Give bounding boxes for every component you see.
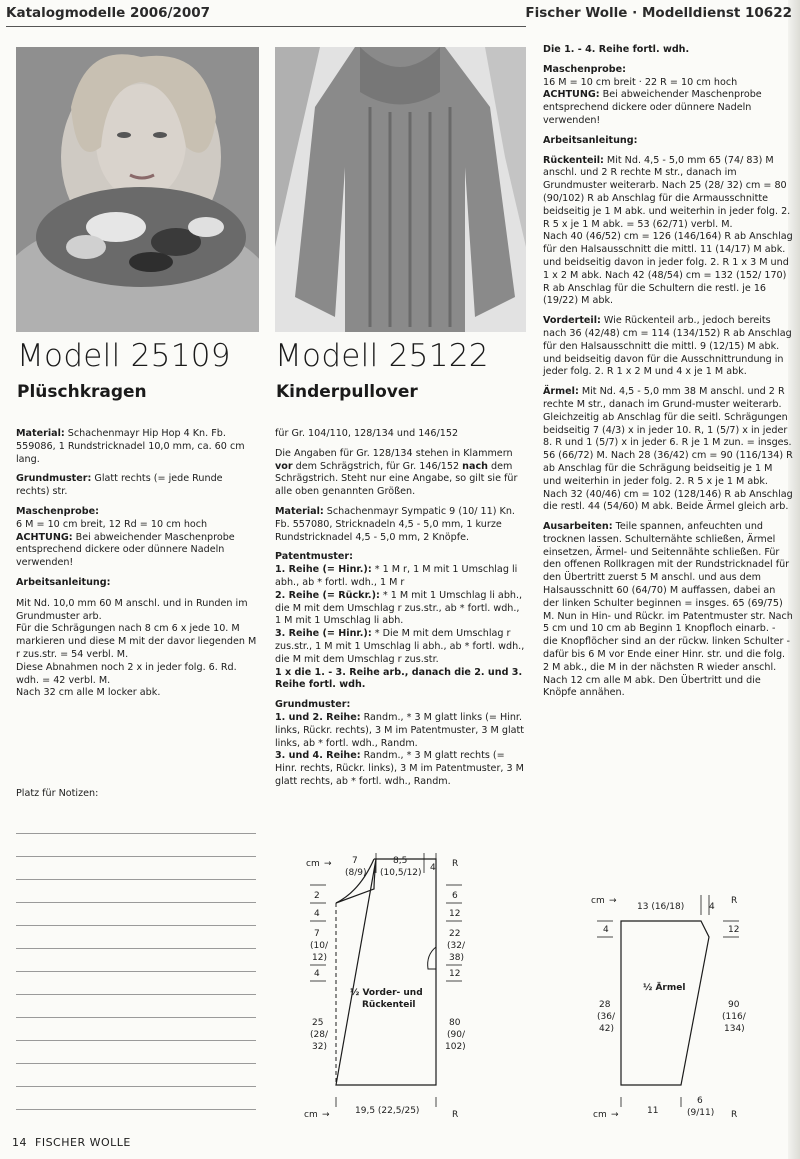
model1-instruction-line: Nach 32 cm alle M locker abk. <box>16 687 161 699</box>
sleeve-bottom-right-sizes: (9/11) <box>687 1108 715 1118</box>
sleeve-right-12: 12 <box>728 925 740 935</box>
body-top-mid-sizes: (10,5/12) <box>380 868 422 878</box>
body-left-12: 12) <box>312 953 327 963</box>
model2-back-2: Nach 40 (46/52) cm = 126 (146/164) R ab Anschlag für den Halsausschnitt die mittl. 11 (14/17) M abk. und beidseitig davon in jeder folg. 2. R 1 x 3 M und 1 x 2 M abk. Nach 42 (48/54) cm = 132 (152/ 170) R ab Anschlag für die Schultern die restl. je 16 (19/22) M abk. <box>543 231 793 307</box>
body-top-left-sizes: (8/9) <box>345 868 367 878</box>
model2-back: Rückenteil: Mit Nd. 4,5 - 5,0 mm 65 (74/ 83) M anschl. und 2 R rechte M str., danach im Grundmuster weiterarb. Nach 25 (28/ 32) cm = 80 (90/102) R ab Anschlag für die Armausschnitte beidseitig je 1 M abk. und weiterhin in jeder folg. 2. R 5 x je 1 M abk. = 53 (62/71) verbl. M. <box>543 154 791 230</box>
body-left-7: 7 <box>314 929 320 939</box>
sleeve-bottom-left: 11 <box>647 1106 659 1116</box>
model2-gauge: 16 M = 10 cm breit · 22 R = 10 cm hoch ACHTUNG: Bei abweichender Maschenprobe entsprechend dickere oder dünnere Nadeln verwenden! <box>543 76 762 126</box>
model2-title: Modell 25122 <box>275 338 489 374</box>
body-right-22: 22 <box>449 929 461 939</box>
sleeve-outline <box>621 921 709 1085</box>
body-left-32: 32) <box>312 1042 327 1052</box>
sleeve-top: 13 (16/18) <box>637 902 685 912</box>
body-r-top: R <box>452 859 459 869</box>
model2-patent-row2: 2. Reihe (= Rückr.): * 1 M mit 1 Umschlag li abh., die M mit dem Umschlag r zus.str., ab * fortl. wdh., 1 M mit 1 Umschlag li abh. <box>275 589 523 627</box>
body-ticks <box>310 853 462 1107</box>
body-right-80: 80 <box>449 1018 461 1028</box>
model2-subtitle: Kinderpullover <box>276 382 418 402</box>
body-schematic <box>290 845 520 1125</box>
body-cm-top: cm <box>306 859 320 869</box>
body-right-102: 102) <box>445 1042 466 1052</box>
model2-grund-heading: Grundmuster: <box>275 699 351 711</box>
note-line <box>16 879 256 880</box>
model1-subtitle: Plüschkragen <box>17 382 147 402</box>
footer-brand: FISCHER WOLLE <box>35 1136 131 1149</box>
model2-gauge-heading: Maschenprobe: <box>543 63 626 75</box>
body-label-1: ½ Vorder- und <box>350 988 423 998</box>
sleeve-right-90: 90 <box>728 1000 740 1010</box>
model2-grund-row12: 1. und 2. Reihe: Randm., * 3 M glatt links (= Hinr. links, Rückr. rechts), 3 M im Patentmuster, 3 M glatt links, ab * fortl. wdh., Randm. <box>275 711 525 749</box>
sleeve-r-bottom: R <box>731 1110 738 1120</box>
note-line <box>16 925 256 926</box>
sleeve-label: ½ Ärmel <box>643 983 686 993</box>
sleeve-left-42: 42) <box>599 1024 614 1034</box>
model2-text-col2 <box>543 44 793 707</box>
note-line <box>16 1109 256 1110</box>
sleeve-top-right: 4 <box>709 902 715 912</box>
body-label-2: Rückenteil <box>362 1000 416 1010</box>
model1-gauge-heading: Maschenprobe: <box>16 505 99 517</box>
model1-pattern-text: Glatt rechts (= jede Runde rechts) str. <box>16 473 223 498</box>
model1-instruction-line: Mit Nd. 10,0 mm 60 M anschl. und in Runden im Grundmuster arb. <box>16 597 248 622</box>
sleeve-r-top: R <box>731 896 738 906</box>
model2-patent-repeat: 1 x die 1. - 3. Reihe arb., danach die 2. und 3. Reihe fortl. wdh. <box>275 666 523 691</box>
model1-instruction-line: Für die Schrägungen nach 8 cm 6 x jede 10. M markieren und diese M mit der davor liegenden M r zus.str. = 54 verbl. M. <box>16 623 257 660</box>
sleeve-right-134: 134) <box>724 1024 745 1034</box>
note-line <box>16 971 256 972</box>
body-r-bottom: R <box>452 1110 459 1120</box>
model1-instructions-heading: Arbeitsanleitung: <box>16 576 111 588</box>
body-left-4b: 4 <box>314 969 320 979</box>
body-right-32: (32/ <box>447 941 465 951</box>
note-line <box>16 833 256 834</box>
model2-patent-row1: 1. Reihe (= Hinr.): * 1 M r, 1 M mit 1 Umschlag li abh., ab * fortl. wdh., 1 M r <box>275 564 518 588</box>
sleeve-bottom-right-val: 6 <box>697 1096 703 1106</box>
body-top-mid-val: 8,5 <box>393 856 408 866</box>
note-line <box>16 856 256 857</box>
model1-material <box>16 428 259 466</box>
model1-pattern <box>16 473 259 499</box>
model1-photo <box>16 47 259 332</box>
body-left-10: (10/ <box>310 941 328 951</box>
sleeve-cm-top-arrow: → <box>609 896 617 906</box>
sleeve-right-116: (116/ <box>722 1012 746 1022</box>
sleeve-left-28: 28 <box>599 1000 611 1010</box>
footer <box>12 1136 131 1149</box>
header-right: Fischer Wolle · Modelldienst 10622 <box>525 5 792 21</box>
model1-material-text: Schachenmayr Hip Hop 4 Kn. Fb. 559086, 1 Rundstricknadel 10,0 mm, ca. 60 cm lang. <box>16 428 245 465</box>
model2-finish: Ausarbeiten: Teile spannen, anfeuchten und trocknen lassen. Schulternähte schließen, Ärmel einsetzen, Ärmel- und Seitennähte schließen. Für den offenen Rollkragen mit der Rundstricknadel für den Übertritt zuerst 5 M anschl. und aus dem Halsausschnitt 60 (64/70) M auffassen, dabei an der linken Schulter beginnen = insges. 65 (69/75) M. Nun in Hin- und Rückr. im Patentmuster str. Nach 5 cm und 10 cm ab Beginn 1 Knopfloch einarb. - die Knopflöcher sind an der rückw. linken Schulter - dafür bis 6 M vor Ende einer Hinr. str. und die folg. 2 M abk., die M in der nächsten R wieder anschl. Nach 12 cm alle M abk. Den Übertritt und die Knöpfe annähen. <box>543 521 793 699</box>
model1-text <box>16 428 259 707</box>
note-line <box>16 1086 256 1087</box>
note-line <box>16 948 256 949</box>
model2-material: Material: Schachenmayr Sympatic 9 (10/ 11) Kn. Fb. 557080, Stricknadeln 4,5 - 5,0 mm, 1 kurze Rundstricknadel 4,5 - 5,0 mm, 2 Knöpfe. <box>275 505 515 543</box>
body-right-12b: 12 <box>449 969 461 979</box>
page-number: 14 <box>12 1136 27 1149</box>
model1-photo-illustration <box>16 47 259 332</box>
model2-instructions-heading: Arbeitsanleitung: <box>543 134 638 146</box>
note-line <box>16 1063 256 1064</box>
note-line <box>16 1040 256 1041</box>
sleeve-ticks <box>597 895 739 1107</box>
body-left-2: 2 <box>314 891 320 901</box>
header-rule <box>6 26 526 27</box>
body-bottom: 19,5 (22,5/25) <box>355 1106 420 1116</box>
model2-text-col1 <box>275 428 526 796</box>
body-left-25: 25 <box>312 1018 324 1028</box>
sleeve-cm-top: cm <box>591 896 605 906</box>
model2-photo-illustration <box>275 47 526 332</box>
sleeve-cm-bottom-arrow: → <box>611 1110 619 1120</box>
body-cm-arrow: → <box>324 859 332 869</box>
body-right-12a: 12 <box>449 909 461 919</box>
body-right-90: (90/ <box>447 1030 465 1040</box>
model2-sizes-note: Die Angaben für Gr. 128/134 stehen in Klammern vor dem Schrägstrich, für Gr. 146/152 nach dem Schrägstrich. Steht nur eine Angabe, so gilt sie für alle oben genannten Größen. <box>275 447 518 498</box>
body-left-28: (28/ <box>310 1030 328 1040</box>
model2-grund-row34: 3. und 4. Reihe: Randm., * 3 M glatt rechts (= Hinr. rechts, Rückr. links), 3 M im Patentmuster, 3 M glatt rechts, ab * fortl. wdh., Randm. <box>275 750 524 787</box>
model2-front: Vorderteil: Wie Rückenteil arb., jedoch bereits nach 36 (42/48) cm = 114 (134/152) R ab Anschlag für den Halsausschnitt die mittl. 9 (12/15) M abk. und beidseitig davon für die Ausschnittrundung in jeder folg. 2. R 1 x 2 M und 4 x je 1 M abk. <box>543 315 792 378</box>
body-left-4a: 4 <box>314 909 320 919</box>
body-cm-bottom: cm <box>304 1110 318 1120</box>
model2-sizes: für Gr. 104/110, 128/134 und 146/152 <box>275 428 459 439</box>
sleeve-left-4: 4 <box>603 925 609 935</box>
model1-instruction-line: Diese Abnahmen noch 2 x in jeder folg. 6. Rd. wdh. = 42 verbl. M. <box>16 661 237 686</box>
model1-title: Modell 25109 <box>17 338 231 374</box>
note-line <box>16 994 256 995</box>
notes-label: Platz für Notizen: <box>16 788 99 799</box>
sleeve-cm-bottom: cm <box>593 1110 607 1120</box>
model2-patent-heading: Patentmuster: <box>275 551 353 563</box>
sleeve-schematic <box>585 885 765 1125</box>
header-left: Katalogmodelle 2006/2007 <box>6 5 211 21</box>
body-top-left-val: 7 <box>352 856 358 866</box>
body-top-right: 4 <box>430 863 436 873</box>
sleeve-left-36: (36/ <box>597 1012 615 1022</box>
model1-pattern-label: Grundmuster: <box>16 473 92 485</box>
model2-patent-row3: 3. Reihe (= Hinr.): * Die M mit dem Umschlag r zus.str., 1 M mit 1 Umschlag li abh., ab * fortl. wdh., die M mit dem Umschlag r zus.str. <box>275 628 525 665</box>
model1-gauge: 6 M = 10 cm breit, 12 Rd = 10 cm hoch ACHTUNG: Bei abweichender Maschenprobe entsprechend dickere oder dünnere Nadeln verwenden! <box>16 518 235 569</box>
body-right-38: 38) <box>449 953 464 963</box>
note-line <box>16 902 256 903</box>
body-armhole <box>428 947 436 969</box>
model2-sleeve: Ärmel: Mit Nd. 4,5 - 5,0 mm 38 M anschl. und 2 R rechte M str., danach im Grund-muster weiterarb. Gleichzeitig ab Anschlag für die seitl. Schrägungen beidseitig 7 (4/3) x in jeder 10. R, 1 (5/7) x in jeder 8. R und 1 (5/7) x in jeder 6. R je 1 M zun. = insges. 56 (66/72) M. Nach 28 (36/42) cm = 90 (116/134) R ab Anschlag für die Schrägung beidseitig je 1 M und weiterhin in jeder folg. 2. R 5 x je 1 M abk. Nach 32 (40/46) cm = 102 (128/146) R ab Anschlag die restl. 44 (54/60) M abk. Beide Ärmel gleich arb. <box>543 386 793 513</box>
model1-material-label: Material: <box>16 428 65 439</box>
model1-attention-label: ACHTUNG: <box>16 531 73 543</box>
body-right-6: 6 <box>452 891 458 901</box>
model2-repeat-rows: Die 1. - 4. Reihe fortl. wdh. <box>543 44 690 55</box>
note-line <box>16 1017 256 1018</box>
body-cm-bottom-arrow: → <box>322 1110 330 1120</box>
model1-attention-text: Bei abweichender Maschenprobe entsprechend dickere oder dünnere Nadeln verwenden! <box>16 531 235 569</box>
model2-photo <box>275 47 526 332</box>
